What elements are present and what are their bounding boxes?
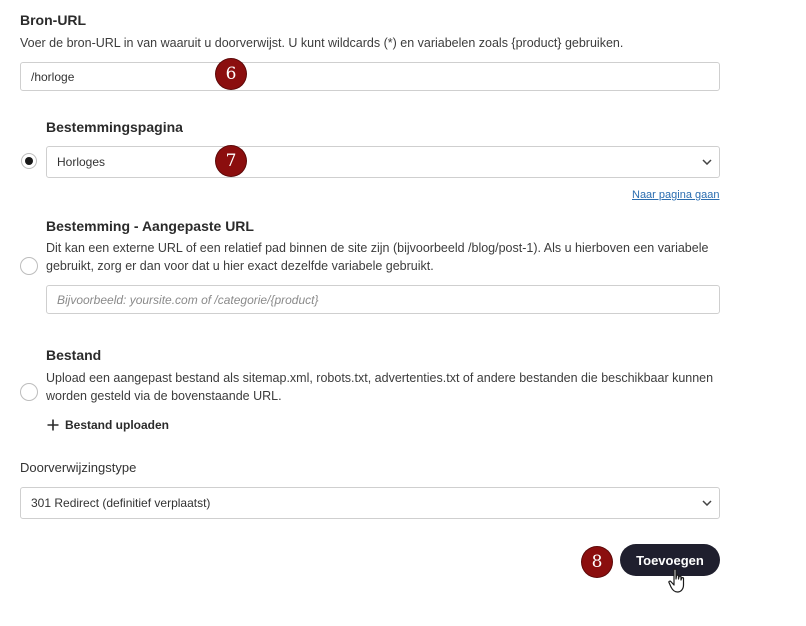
destination-page-radio[interactable] <box>21 153 37 169</box>
radio-dot-icon <box>25 157 33 165</box>
redirect-type-label: Doorverwijzingstype <box>20 460 137 475</box>
custom-url-description: Dit kan een externe URL of een relatief pad binnen de site zijn (bijvoorbeeld /blog/post-1). Als u hierboven een variabele gebruikt, zorg er dan voor dat u hier exact dezelfde variabele gebruikt. <box>46 241 709 273</box>
step-badge-8: 8 <box>582 547 612 577</box>
plus-icon <box>47 419 59 431</box>
source-url-label: Bron-URL <box>20 12 87 28</box>
chevron-down-icon <box>695 500 719 506</box>
destination-page-select[interactable] <box>46 146 720 178</box>
file-radio[interactable] <box>20 383 38 401</box>
destination-page-label: Bestemmingspagina <box>46 119 183 135</box>
custom-url-field[interactable] <box>46 285 720 314</box>
file-label: Bestand <box>46 347 102 363</box>
redirect-type-selected: 301 Redirect (definitief verplaatst) <box>31 496 211 510</box>
upload-file-label: Bestand uploaden <box>65 418 170 432</box>
file-description: Upload een aangepast bestand als sitemap.xml, robots.txt, advertenties.txt of andere bestanden die beschikbaar kunnen worden gesteld via de bovenstaande URL. <box>46 371 714 403</box>
hand-cursor-icon <box>668 568 688 599</box>
source-url-field[interactable] <box>20 62 720 91</box>
upload-file-button[interactable] <box>47 418 169 432</box>
add-button[interactable]: Toevoegen <box>620 544 720 576</box>
custom-url-input[interactable] <box>47 286 719 313</box>
destination-page-selected: Horloges <box>57 155 106 169</box>
chevron-down-icon <box>695 159 719 165</box>
custom-url-label: Bestemming - Aangepaste URL <box>46 218 254 234</box>
redirect-type-select[interactable] <box>20 487 720 519</box>
source-url-input[interactable] <box>21 63 719 90</box>
source-url-description: Voer de bron-URL in van waaruit u doorverwijst. U kunt wildcards (*) en variabelen zoals {product} gebruiken. <box>20 36 624 50</box>
step-badge-7: 7 <box>216 146 246 176</box>
custom-url-radio[interactable] <box>20 257 38 275</box>
go-to-page-link[interactable]: Naar pagina gaan <box>632 189 720 201</box>
step-badge-6: 6 <box>216 59 246 89</box>
